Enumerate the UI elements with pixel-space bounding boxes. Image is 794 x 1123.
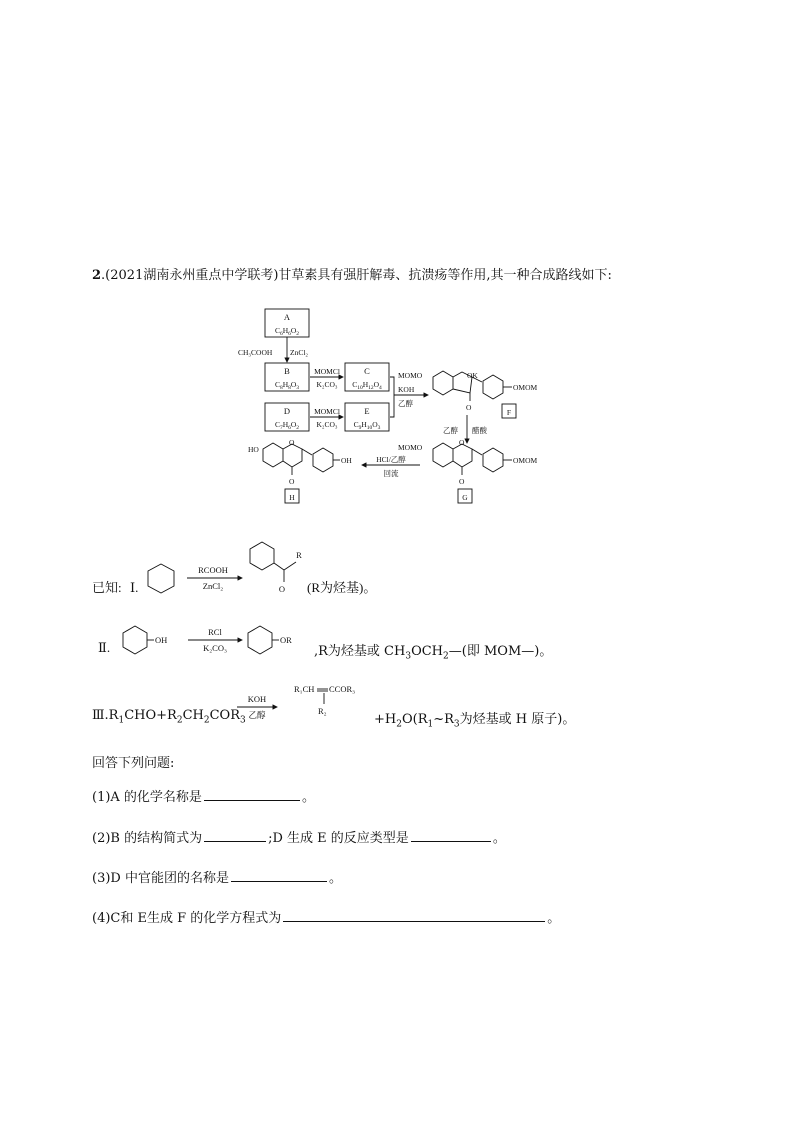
box-D-formula: $C_7H_6O_2$ — [274, 420, 300, 431]
answer-blank-1[interactable] — [204, 788, 300, 801]
label-H: H — [289, 493, 295, 502]
known-I-R: R — [296, 550, 302, 560]
reagent-gh-bottom: 回流 — [383, 469, 399, 478]
known-III-product-top: R₁CH — [294, 684, 315, 694]
question-4 — [92, 907, 560, 926]
reagent-fg-right: 醋酸 — [472, 426, 487, 435]
answer-blank-2a[interactable] — [204, 829, 266, 842]
known-II-reagent-top: RCl — [208, 627, 222, 637]
H-ho: HO — [248, 445, 259, 454]
known-II-reagent-bottom: K₂CO₃ — [203, 643, 227, 653]
question-2-mid: ;D 生成 E 的反应类型是 — [268, 831, 409, 846]
question-stem — [92, 264, 612, 283]
box-A-label: A — [283, 312, 291, 322]
known-III-product-mid: CCOR₃ — [329, 684, 356, 694]
known-I-note: (R为烃基)。 — [307, 580, 377, 595]
known-II-note: ,R为烃基或 $CH_3OCH_2—$(即 MOM—)。 — [314, 644, 553, 662]
known-II-or: OR — [280, 635, 292, 645]
box-B-label: B — [284, 366, 290, 376]
F-ring-left — [433, 371, 453, 395]
question-1 — [92, 786, 315, 805]
box-D-label: D — [283, 406, 291, 416]
question-2 — [92, 827, 506, 846]
box-E-formula: $C_9H_{10}O_3$ — [353, 420, 381, 431]
known-I-O: O — [278, 584, 286, 594]
reagent-fg-left: 乙醇 — [443, 426, 458, 435]
question-4-end: 。 — [547, 911, 561, 926]
question-3-text: (3)D 中官能团的名称是 — [92, 871, 229, 886]
H-ring-right — [313, 448, 333, 472]
known-I — [92, 540, 392, 600]
benzene-icon — [123, 626, 147, 654]
question-2-text: (2)B 的结构简式为 — [92, 831, 203, 846]
H-ring-left — [263, 443, 283, 467]
known-II — [92, 620, 562, 660]
question-3 — [92, 867, 342, 886]
box-A-formula: $C_6H_6O_2$ — [274, 326, 300, 337]
question-1-text: (1)A 的化学名称是 — [92, 790, 202, 805]
label-F: F — [506, 408, 512, 417]
benzene-icon — [248, 626, 272, 654]
known-III-reagent-top: KOH — [247, 694, 267, 704]
F-carbonyl-o: O — [466, 403, 472, 412]
G-omom: OMOM — [513, 456, 538, 465]
label-G: G — [462, 493, 468, 502]
benzene-icon — [250, 542, 274, 570]
benzene-icon — [148, 564, 174, 593]
answer-blank-4[interactable] — [283, 909, 545, 922]
known-III-reactants: $Ⅲ.R_1CHO+R_2CH_2COR_3$ — [92, 708, 246, 726]
reagent-ab-left: CH₃COOH — [238, 348, 273, 357]
known-II-oh: OH — [155, 635, 168, 645]
H-carbonyl-o: O — [289, 477, 295, 486]
box-C-formula: $C_{10}H_{12}O_4$ — [352, 380, 382, 391]
known-III-tail: $+H_2O(R_1\sim R_3$为烃基或 H 原子)。 — [374, 712, 576, 730]
reagent-cef-bottom: 乙醇 — [398, 399, 413, 408]
G-momo: MOMO — [398, 443, 423, 452]
reagent-cef-top: KOH — [398, 385, 415, 394]
G-ring-left — [433, 443, 453, 467]
question-1-end: 。 — [301, 790, 315, 805]
F-omom: OMOM — [513, 383, 538, 392]
question-text: .(2021湖南永州重点中学联考)甘草素具有强肝解毒、抗溃疡等作用,其一种合成路线如下: — [101, 268, 612, 283]
G-ring-o: O — [459, 438, 465, 447]
known-prefix: 已知: — [92, 580, 122, 595]
box-C-label: C — [364, 366, 370, 376]
G-carbonyl-o: O — [459, 477, 465, 486]
question-number: 2 — [92, 268, 102, 283]
F-ok: OK — [467, 371, 478, 380]
F-momo: MOMO — [398, 371, 423, 380]
H-ring-o: O — [289, 438, 295, 447]
known-I-reagent-bottom: ZnCl₂ — [202, 581, 224, 591]
reagent-gh-top: HCl/乙醇 — [376, 455, 406, 464]
H-oh: OH — [341, 456, 352, 465]
question-2-end: 。 — [492, 831, 506, 846]
box-E-label: E — [364, 406, 370, 416]
answer-blank-2b[interactable] — [411, 829, 491, 842]
box-B-formula: $C_8H_8O_3$ — [274, 380, 300, 391]
known-III-reagent-bottom: 乙醇 — [248, 710, 266, 720]
known-III-svg — [232, 678, 382, 728]
known-II-label: Ⅱ. — [98, 640, 111, 655]
question-4-text: (4)C和 E生成 F 的化学方程式为 — [92, 911, 282, 926]
known-III-product-sub: R₂ — [318, 706, 327, 716]
known-I-label: Ⅰ. — [130, 580, 139, 595]
known-I-svg — [92, 540, 392, 600]
intro-text: 回答下列问题: — [92, 756, 175, 771]
synthesis-scheme — [230, 305, 570, 510]
reagent-bc-top: MOMCl — [314, 367, 340, 376]
question-3-end: 。 — [328, 871, 342, 886]
reagent-bc-bottom: K₂CO₃ — [316, 380, 338, 389]
reagent-de-bottom: K₂CO₃ — [316, 420, 338, 429]
reagent-ab-right: ZnCl₂ — [290, 348, 309, 357]
answer-blank-3[interactable] — [231, 869, 327, 882]
known-I-reagent-top: RCOOH — [198, 565, 228, 575]
reagent-de-top: MOMCl — [314, 407, 340, 416]
G-ring-right — [483, 448, 503, 472]
F-ring-right — [483, 375, 503, 399]
